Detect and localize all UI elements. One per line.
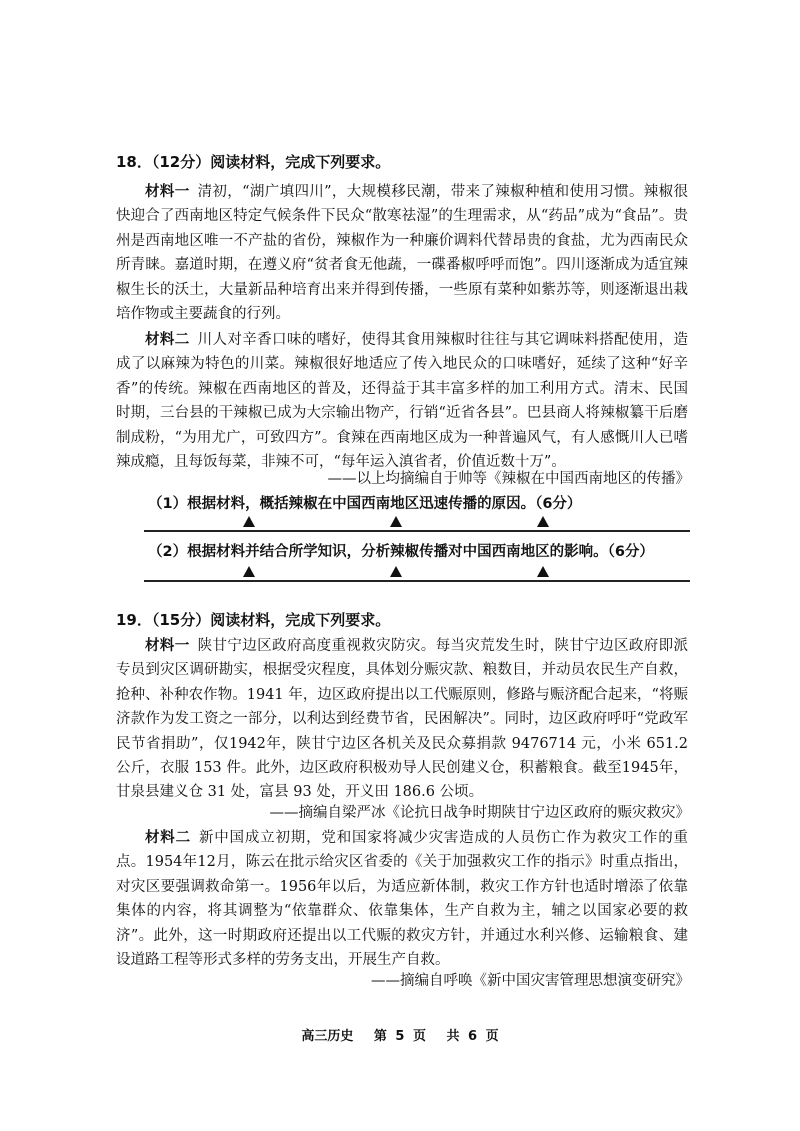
answer-marker	[243, 516, 255, 527]
answer-marker	[390, 566, 402, 577]
q18-material-2-text: 川人对辛香口味的嗜好，使得其食用辣椒时往往与其它调味料搭配使用，造成了以麻辣为特色的川菜。辣椒很好地适应了传入地民众的口味嗜好，延续了这种“好辛香”的传统。辣椒在西南地区的普及，还得益于其丰富多样的加工利用方式。清末、民国时期，三台县的干辣椒已成为大宗输出物产，行销“近省各县”。巴县商人将辣椒纂干后磨制成粉，“为用尤广，可致四方”。食辣在西南地区成为一种普遍风气，有人感慨川人已嗜辣成瘾，且每饭每菜，非辣不可，“每年运入滇省者，价值近数十万”。	[116, 332, 689, 471]
footer-page-number: 第 5 页	[373, 1029, 426, 1044]
question-18-header: 18．（12分）阅读材料，完成下列要求。	[116, 153, 391, 171]
q18-material-1	[116, 180, 688, 326]
footer-subject: 高三历史	[301, 1029, 354, 1044]
answer-marker	[537, 516, 549, 527]
q19-material-2-label: 材料二	[145, 830, 191, 846]
q18-material-2	[116, 328, 688, 474]
q18-sub-question-1: （1）根据材料，概括辣椒在中国西南地区迅速传播的原因。（6分）	[148, 496, 582, 512]
q19-material-1	[116, 634, 688, 805]
page-footer	[0, 1025, 800, 1044]
answer-marker	[537, 566, 549, 577]
q19-material-2	[116, 826, 688, 972]
answer-marker	[243, 566, 255, 577]
q19-material-2-text: 新中国成立初期，党和国家将减少灾害造成的人员伤亡作为救灾工作的重点。1954年12月，陈云在批示给灾区省委的《关于加强救灾工作的指示》时重点指出，对灾区要强调救命第一。1956年以后，为适应新体制，救灾工作方针也适时增添了依靠集体的内容，将其调整为“依靠群众、依靠集体，生产自救为主，辅之以国家必要的救济”。此外，这一时期政府还提出以工代赈的救灾方针，并通过水利兴修、运输粮食、建设道路工程等形式多样的劳务支出，开展生产自救。	[116, 830, 689, 969]
q19-material-1-label: 材料一	[145, 638, 190, 654]
answer-marker	[390, 516, 402, 527]
q18-sub-question-2: （2）根据材料并结合所学知识，分析辣椒传播对中国西南地区的影响。（6分）	[148, 544, 654, 560]
question-19-header: 19．（15分）阅读材料，完成下列要求。	[116, 611, 391, 629]
q18-source: ——以上均摘编自于帅等《辣椒在中国西南地区的传播》	[327, 471, 690, 487]
footer-total-pages: 共 6 页	[446, 1029, 499, 1044]
q19-material-1-source: ——摘编自梁严冰《论抗日战争时期陕甘宁边区政府的赈灾救灾》	[269, 805, 690, 821]
answer-line-1[interactable]	[144, 530, 690, 532]
q18-material-2-label: 材料二	[145, 332, 190, 348]
q19-material-2-source: ——摘编自呼唤《新中国灾害管理思想演变研究》	[371, 973, 690, 989]
answer-line-2[interactable]	[144, 580, 690, 582]
q18-material-1-text: 清初，“湖广填四川”，大规模移民潮，带来了辣椒种植和使用习惯。辣椒很快迎合了西南地区特定气候条件下民众“散寒祛湿”的生理需求，从“药品”成为“食品”。贵州是西南地区唯一不产盐的省份，辣椒作为一种廉价调料代替昂贵的食盐，尤为西南民众所青睐。嘉道时期，在遵义府“贫者食无他蔬，一碟番椒呼呼而饱”。四川逐渐成为适宜辣椒生长的沃土，大量新品种培育出来并得到传播，一些原有菜种如紫苏等，则逐渐退出栽培作物或主要蔬食的行列。	[116, 184, 689, 323]
q19-material-1-text: 陕甘宁边区政府高度重视救灾防灾。每当灾荒发生时，陕甘宁边区政府即派专员到灾区调研勘实，根据受灾程度，具体划分赈灾款、粮数目，并动员农民生产自救，抢种、补种农作物。1941 年，边区政府提出以工代赈原则，修路与赈济配合起来，“将赈济款作为发工资之一部分，以利达到经费节省，民困解决”。同时，边区政府呼吁“党政军民节省捐助”，仅1942年，陕甘宁边区各机关及民众募捐款 9476714 元，小米 651.2 公斤，衣服 153 件。此外，边区政府积极劝导人民创建义仓，积蓄粮食。截至1945年，甘泉县建义仓 31 处，富县 93 处，开义田 186.6 公顷。	[116, 638, 689, 801]
q18-material-1-label: 材料一	[145, 184, 190, 200]
